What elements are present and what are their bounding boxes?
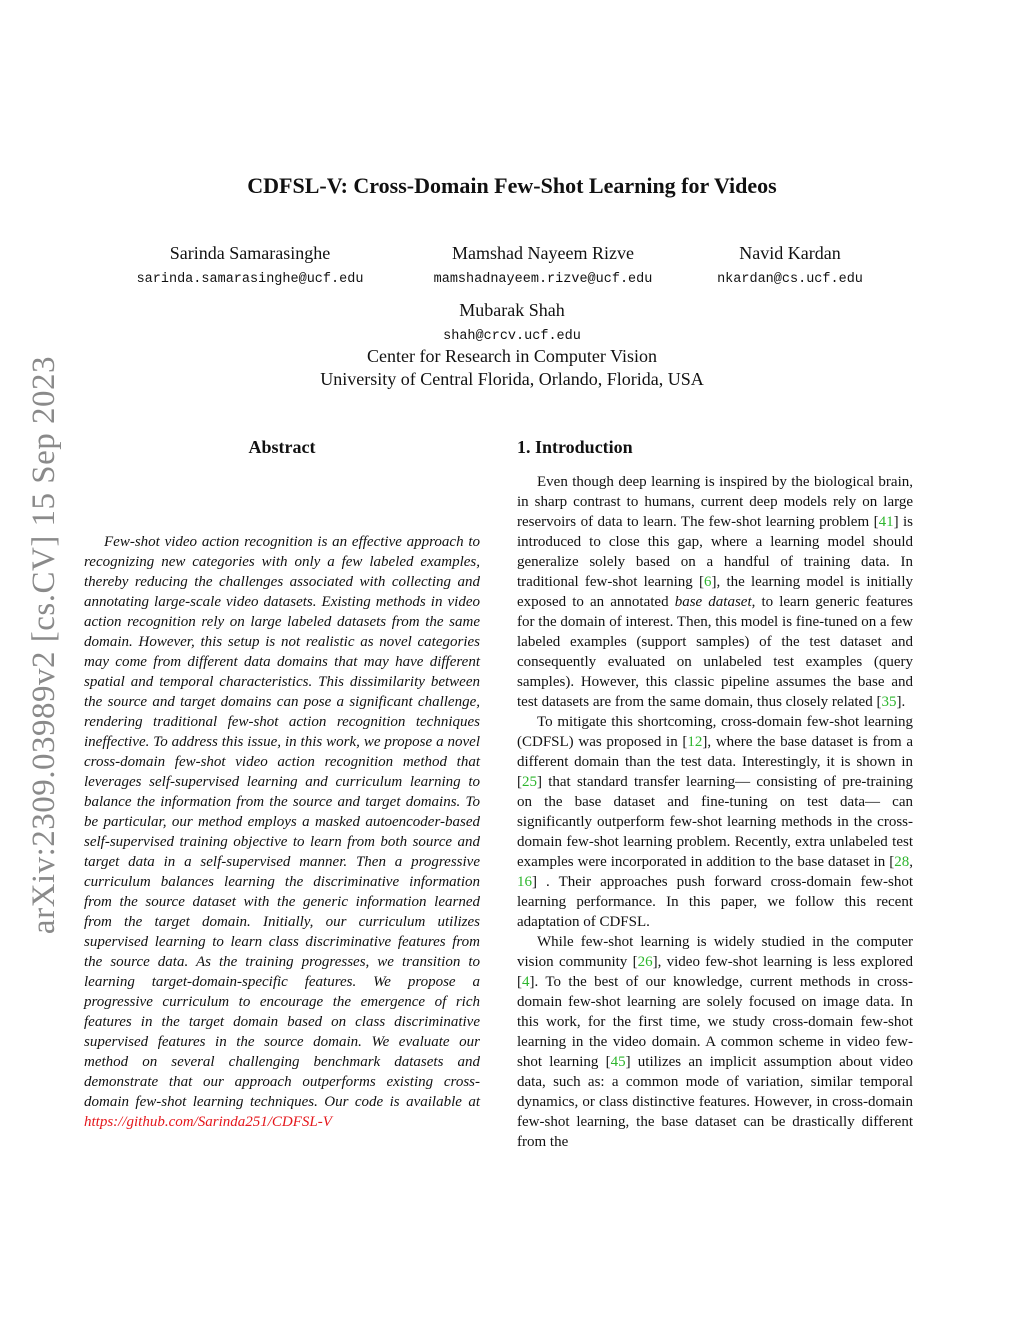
abstract-text: Few-shot video action recognition is an effective approach to recognizing new categories with only a few labeled examples, thereby reducing the challenges associated with collecting and annotating large-scale video datasets. Existing methods in video action recognition rely on large labeled datasets from the same domain. However, this setup is not realistic as novel categories may come from different data domains that may have different spatial and temporal characteristics. This dissimilarity between the source and target domains can pose a significant challenge, rendering traditional few-shot action recognition techniques ineffective. To address this issue, in this work, we propose a novel cross-domain few-shot video action recognition method that leverages self-supervised learning and curriculum learning to balance the information from the source and target domains. To be particular, our method employs a masked autoencoder-based self-supervised training objective to learn from both source and target data in a self-supervised manner. Then a progressive curriculum balances learning the discriminative information from the source dataset with the generic information learned from the target domain. Initially, our curriculum utilizes supervised learning to learn class discriminative features from the source data. As the training progresses, we transition to learning target-domain-specific features. We propose a progressive curriculum to encourage the emergence of rich features in the target domain based on class discriminative supervised features in the source domain. We evaluate our method on several challenging benchmark datasets and demonstrate that our approach outperforms existing cross-domain few-shot learning techniques. Our code is available at (84, 534, 480, 1110)
author-2 (393, 242, 693, 290)
citation-link[interactable]: 35 (881, 694, 897, 710)
emphasis-base-dataset: base dataset (674, 594, 752, 610)
introduction-heading: 1. Introduction (517, 437, 633, 457)
paper-title: CDFSL-V: Cross-Domain Few-Shot Learning for Videos (247, 173, 777, 198)
abstract-heading: Abstract (248, 437, 316, 457)
intro-paragraph-1: Even though deep learning is inspired by the biological brain, in sharp contrast to humans, current deep models rely on large reservoirs of data to learn. The few-shot learning problem [41] is introduced to close this gap, where a learning model should generalize solely based on a handful of training data. In traditional few-shot learning [6], the learning model is initially exposed to an annotated base dataset, to learn generic features for the domain of interest. Then, this model is fine-tuned on a few labeled examples (support samples) of the test dataset and consequently evaluated on unlabeled test examples (query samples). However, this classic pipeline assumes the base and test datasets are from the same domain, thus closely related [35]. (517, 474, 914, 710)
citation-link[interactable]: 41 (878, 514, 894, 530)
citation-link[interactable]: 28 (894, 854, 910, 870)
intro-paragraph-3: While few-shot learning is widely studied in the computer vision community [26], video few-shot learning is less explored [4]. To the best of our knowledge, current methods in cross-domain few-shot learning are solely focused on image data. In this work, for the first time, we study cross-domain few-shot learning in the video domain. A common scheme in video few-shot learning [45] utilizes an implicit assumption about video data, such as: a common mode of variation, similar temporal dynamics, or class distinctive features. However, in cross-domain few-shot learning, the base dataset can be drastically different from the (517, 934, 913, 1150)
author-3 (680, 242, 900, 290)
citation-link[interactable]: 6 (703, 574, 712, 590)
affiliation-line-2: University of Central Florida, Orlando, Florida, USA (320, 369, 704, 389)
citation-link[interactable]: 12 (687, 734, 703, 750)
author-email: shah@crcv.ucf.edu (443, 329, 581, 344)
citation-link[interactable]: 45 (610, 1054, 626, 1070)
author-email: nkardan@cs.ucf.edu (717, 272, 863, 287)
affiliation (0, 345, 1024, 391)
citation-link[interactable]: 25 (522, 774, 537, 790)
author-email: sarinda.samarasinghe@ucf.edu (136, 272, 364, 287)
author-4 (362, 299, 662, 347)
affiliation-line-1: Center for Research in Computer Vision (366, 346, 658, 366)
author-email: mamshadnayeem.rizve@ucf.edu (433, 272, 653, 287)
author-name: Navid Kardan (739, 243, 841, 263)
author-name: Mamshad Nayeem Rizve (452, 243, 634, 263)
author-name: Sarinda Samarasinghe (169, 243, 331, 263)
citation-link[interactable]: 16 (517, 874, 532, 890)
citation-link[interactable]: 4 (522, 974, 530, 990)
abstract-body (84, 532, 480, 1132)
citation-link[interactable]: 26 (637, 954, 653, 970)
intro-paragraph-2: To mitigate this shortcoming, cross-domain few-shot learning (CDFSL) was proposed in [12], where the base dataset is from a different domain than the test data. Interestingly, it is shown in [25] that standard transfer learning— consisting of pre-training on the base dataset and fine-tuning on test data— can significantly outperform few-shot learning methods in the cross-domain few-shot learning problem. Recently, extra unlabeled test examples were incorporated in addition to the base dataset in [28, 16] . Their approaches push forward cross-domain few-shot learning performance. In this paper, we follow this recent adaptation of CDFSL. (517, 714, 913, 930)
arxiv-identifier-stamp: arXiv:2309.03989v2 [cs.CV] 15 Sep 2023 (26, 355, 62, 935)
introduction-body (517, 472, 913, 1152)
author-name: Mubarak Shah (459, 300, 565, 320)
code-link[interactable]: https://github.com/Sarinda251/CDFSL-V (84, 1114, 332, 1130)
author-1 (100, 242, 400, 290)
